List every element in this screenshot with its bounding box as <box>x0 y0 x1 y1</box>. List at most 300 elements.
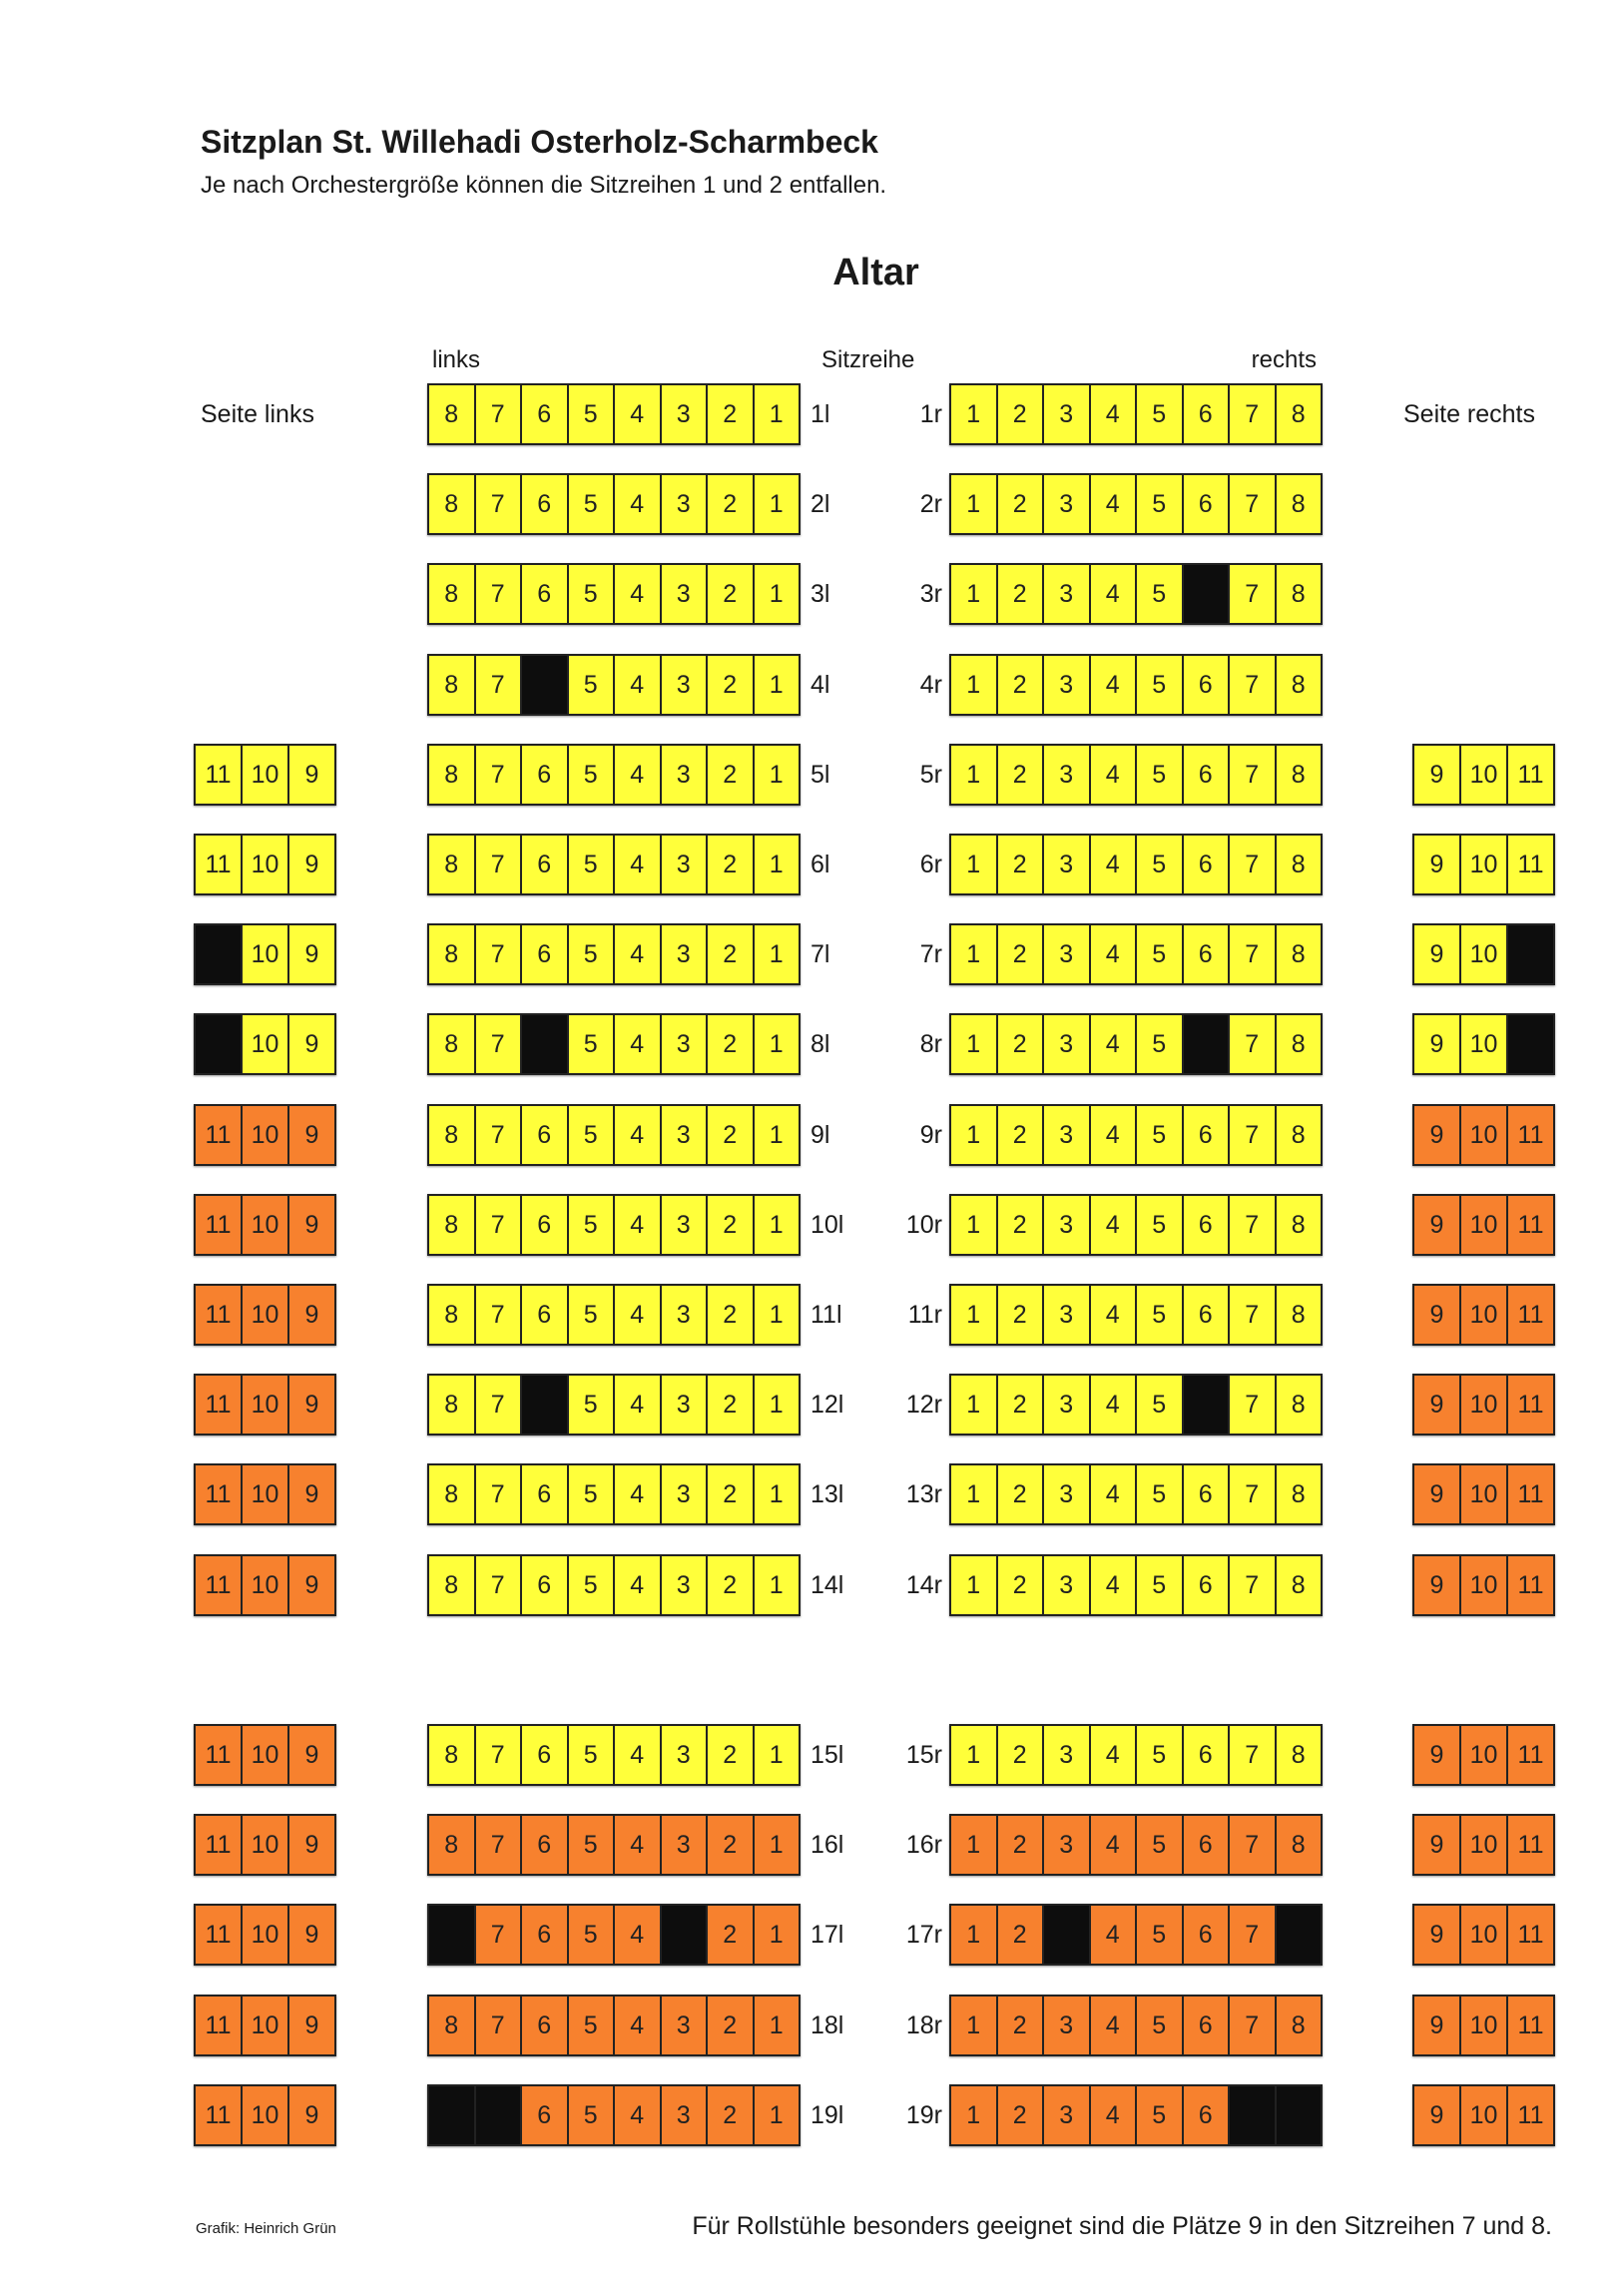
seat[interactable]: 8 <box>1277 1106 1322 1164</box>
seat[interactable]: 9 <box>289 1196 334 1254</box>
seat[interactable]: 10 <box>243 1106 289 1164</box>
seat[interactable]: 1 <box>951 1376 998 1434</box>
seat[interactable]: 11 <box>1508 746 1553 804</box>
seat[interactable]: 4 <box>615 1556 662 1614</box>
seat[interactable]: 3 <box>1044 1376 1091 1434</box>
seat[interactable]: 7 <box>1230 385 1277 443</box>
seat[interactable]: 3 <box>662 1816 709 1874</box>
seat[interactable]: 4 <box>1091 836 1138 893</box>
seat[interactable]: 3 <box>662 475 709 533</box>
seat[interactable]: 5 <box>569 565 616 623</box>
seat[interactable]: 5 <box>569 1015 616 1073</box>
seat[interactable]: 9 <box>289 1106 334 1164</box>
seat[interactable]: 5 <box>1137 925 1184 983</box>
seat[interactable]: 2 <box>998 1906 1045 1964</box>
seat[interactable]: 5 <box>1137 1376 1184 1434</box>
seat[interactable]: 1 <box>951 1106 998 1164</box>
seat[interactable]: 10 <box>1461 1196 1508 1254</box>
seat[interactable]: 7 <box>1230 1465 1277 1523</box>
seat[interactable]: 4 <box>615 1906 662 1964</box>
seat[interactable]: 11 <box>196 836 243 893</box>
seat[interactable]: 7 <box>476 925 523 983</box>
seat[interactable]: 3 <box>1044 836 1091 893</box>
seat[interactable]: 9 <box>289 746 334 804</box>
seat[interactable]: 5 <box>569 925 616 983</box>
seat[interactable]: 10 <box>243 1376 289 1434</box>
seat[interactable]: 4 <box>615 925 662 983</box>
seat[interactable]: 8 <box>1277 1556 1322 1614</box>
seat[interactable]: 1 <box>755 925 800 983</box>
seat[interactable]: 11 <box>196 1997 243 2054</box>
seat[interactable]: 3 <box>1044 385 1091 443</box>
seat[interactable]: 11 <box>1508 1816 1553 1874</box>
seat[interactable]: 5 <box>569 1196 616 1254</box>
seat[interactable]: 8 <box>429 385 476 443</box>
seat[interactable]: 8 <box>429 1465 476 1523</box>
seat[interactable]: 7 <box>476 1556 523 1614</box>
seat[interactable]: 11 <box>1508 1106 1553 1164</box>
seat[interactable]: 4 <box>1091 1376 1138 1434</box>
seat[interactable]: 9 <box>1414 1816 1461 1874</box>
seat[interactable]: 7 <box>1230 565 1277 623</box>
seat[interactable]: 5 <box>569 1106 616 1164</box>
seat[interactable]: 10 <box>1461 1906 1508 1964</box>
seat[interactable]: 5 <box>569 746 616 804</box>
seat[interactable]: 3 <box>662 1106 709 1164</box>
seat[interactable]: 9 <box>1414 1997 1461 2054</box>
seat[interactable]: 7 <box>1230 656 1277 714</box>
seat[interactable]: 10 <box>243 1906 289 1964</box>
seat[interactable]: 11 <box>196 1196 243 1254</box>
seat[interactable]: 11 <box>1508 1286 1553 1344</box>
seat[interactable]: 2 <box>708 1106 755 1164</box>
seat[interactable]: 10 <box>1461 1556 1508 1614</box>
seat[interactable]: 6 <box>522 475 569 533</box>
seat[interactable]: 6 <box>522 1286 569 1344</box>
seat[interactable]: 5 <box>569 1556 616 1614</box>
seat[interactable]: 4 <box>615 1816 662 1874</box>
seat[interactable]: 9 <box>1414 1376 1461 1434</box>
seat[interactable]: 5 <box>569 1376 616 1434</box>
seat[interactable]: 7 <box>1230 1816 1277 1874</box>
seat[interactable]: 3 <box>662 385 709 443</box>
seat[interactable]: 9 <box>289 1015 334 1073</box>
seat[interactable]: 3 <box>1044 1816 1091 1874</box>
seat[interactable]: 9 <box>1414 1015 1461 1073</box>
seat[interactable]: 4 <box>615 2086 662 2144</box>
seat[interactable]: 6 <box>522 2086 569 2144</box>
seat[interactable]: 5 <box>569 1286 616 1344</box>
seat[interactable]: 4 <box>1091 925 1138 983</box>
seat[interactable]: 8 <box>1277 1816 1322 1874</box>
seat[interactable]: 5 <box>569 475 616 533</box>
seat[interactable]: 6 <box>1184 2086 1231 2144</box>
seat[interactable]: 11 <box>1508 1196 1553 1254</box>
seat[interactable]: 7 <box>1230 1196 1277 1254</box>
seat[interactable]: 8 <box>429 1015 476 1073</box>
seat[interactable]: 2 <box>708 475 755 533</box>
seat[interactable]: 11 <box>1508 2086 1553 2144</box>
seat[interactable]: 6 <box>522 746 569 804</box>
seat[interactable]: 2 <box>708 1726 755 1784</box>
seat[interactable]: 3 <box>1044 565 1091 623</box>
seat[interactable]: 5 <box>1137 1286 1184 1344</box>
seat[interactable]: 8 <box>1277 475 1322 533</box>
seat[interactable]: 2 <box>998 1106 1045 1164</box>
seat[interactable]: 7 <box>476 475 523 533</box>
seat[interactable]: 8 <box>429 1376 476 1434</box>
seat[interactable]: 1 <box>951 746 998 804</box>
seat[interactable]: 1 <box>951 1816 998 1874</box>
seat[interactable]: 8 <box>429 1997 476 2054</box>
seat[interactable]: 7 <box>1230 1376 1277 1434</box>
seat[interactable]: 6 <box>1184 1196 1231 1254</box>
seat[interactable]: 1 <box>755 1816 800 1874</box>
seat[interactable]: 2 <box>708 1196 755 1254</box>
seat[interactable]: 5 <box>569 1906 616 1964</box>
seat[interactable]: 10 <box>1461 1286 1508 1344</box>
seat[interactable]: 4 <box>1091 1726 1138 1784</box>
seat[interactable]: 6 <box>1184 1106 1231 1164</box>
seat[interactable]: 1 <box>755 1015 800 1073</box>
seat[interactable]: 2 <box>998 475 1045 533</box>
seat[interactable]: 11 <box>196 1286 243 1344</box>
seat[interactable]: 4 <box>615 746 662 804</box>
seat[interactable]: 4 <box>1091 1556 1138 1614</box>
seat[interactable]: 1 <box>951 1465 998 1523</box>
seat[interactable]: 6 <box>522 565 569 623</box>
seat[interactable]: 1 <box>755 385 800 443</box>
seat[interactable]: 4 <box>615 836 662 893</box>
seat[interactable]: 8 <box>1277 925 1322 983</box>
seat[interactable]: 1 <box>755 1726 800 1784</box>
seat[interactable]: 8 <box>1277 565 1322 623</box>
seat[interactable]: 5 <box>569 2086 616 2144</box>
seat[interactable]: 10 <box>1461 836 1508 893</box>
seat[interactable]: 6 <box>522 385 569 443</box>
seat[interactable]: 3 <box>662 1997 709 2054</box>
seat[interactable]: 10 <box>243 1816 289 1874</box>
seat[interactable]: 2 <box>998 385 1045 443</box>
seat[interactable]: 1 <box>951 1556 998 1614</box>
seat[interactable]: 8 <box>429 656 476 714</box>
seat[interactable]: 10 <box>1461 1015 1508 1073</box>
seat[interactable]: 10 <box>243 1556 289 1614</box>
seat[interactable]: 6 <box>522 1465 569 1523</box>
seat[interactable]: 11 <box>1508 1906 1553 1964</box>
seat[interactable]: 7 <box>476 656 523 714</box>
seat[interactable]: 3 <box>662 1465 709 1523</box>
seat[interactable]: 10 <box>243 1465 289 1523</box>
seat[interactable]: 3 <box>1044 1997 1091 2054</box>
seat[interactable]: 9 <box>289 1997 334 2054</box>
seat[interactable]: 1 <box>951 475 998 533</box>
seat[interactable]: 7 <box>1230 1726 1277 1784</box>
seat[interactable]: 8 <box>1277 1465 1322 1523</box>
seat[interactable]: 11 <box>1508 1997 1553 2054</box>
seat[interactable]: 5 <box>569 1816 616 1874</box>
seat[interactable]: 2 <box>998 1556 1045 1614</box>
seat[interactable]: 6 <box>522 1906 569 1964</box>
seat[interactable]: 6 <box>522 1997 569 2054</box>
seat[interactable]: 7 <box>476 746 523 804</box>
seat[interactable]: 6 <box>522 836 569 893</box>
seat[interactable]: 11 <box>1508 1376 1553 1434</box>
seat[interactable]: 9 <box>289 925 334 983</box>
seat[interactable]: 9 <box>289 836 334 893</box>
seat[interactable]: 7 <box>476 1286 523 1344</box>
seat[interactable]: 2 <box>998 656 1045 714</box>
seat[interactable]: 9 <box>289 1726 334 1784</box>
seat[interactable]: 7 <box>476 1906 523 1964</box>
seat[interactable]: 10 <box>1461 1816 1508 1874</box>
seat[interactable]: 8 <box>1277 1196 1322 1254</box>
seat[interactable]: 8 <box>1277 1286 1322 1344</box>
seat[interactable]: 10 <box>243 2086 289 2144</box>
seat[interactable]: 5 <box>1137 1106 1184 1164</box>
seat[interactable]: 2 <box>998 1726 1045 1784</box>
seat[interactable]: 7 <box>476 1465 523 1523</box>
seat[interactable]: 7 <box>476 1106 523 1164</box>
seat[interactable]: 1 <box>951 565 998 623</box>
seat[interactable]: 3 <box>1044 1556 1091 1614</box>
seat[interactable]: 3 <box>1044 1106 1091 1164</box>
seat[interactable]: 5 <box>1137 1997 1184 2054</box>
seat[interactable]: 9 <box>1414 1556 1461 1614</box>
seat[interactable]: 7 <box>476 1015 523 1073</box>
seat[interactable]: 8 <box>429 1286 476 1344</box>
seat[interactable]: 5 <box>1137 656 1184 714</box>
seat[interactable]: 5 <box>1137 836 1184 893</box>
seat[interactable]: 1 <box>755 1106 800 1164</box>
seat[interactable]: 1 <box>951 1015 998 1073</box>
seat[interactable]: 3 <box>1044 2086 1091 2144</box>
seat[interactable]: 5 <box>569 1726 616 1784</box>
seat[interactable]: 5 <box>1137 385 1184 443</box>
seat[interactable]: 2 <box>708 836 755 893</box>
seat[interactable]: 7 <box>476 836 523 893</box>
seat[interactable]: 2 <box>708 1906 755 1964</box>
seat[interactable]: 8 <box>1277 1015 1322 1073</box>
seat[interactable]: 10 <box>243 1015 289 1073</box>
seat[interactable]: 4 <box>1091 1015 1138 1073</box>
seat[interactable]: 5 <box>569 385 616 443</box>
seat[interactable]: 4 <box>1091 385 1138 443</box>
seat[interactable]: 11 <box>1508 1726 1553 1784</box>
seat[interactable]: 3 <box>1044 1286 1091 1344</box>
seat[interactable]: 9 <box>1414 746 1461 804</box>
seat[interactable]: 1 <box>755 1196 800 1254</box>
seat[interactable]: 1 <box>755 1556 800 1614</box>
seat[interactable]: 6 <box>1184 1906 1231 1964</box>
seat[interactable]: 10 <box>243 1286 289 1344</box>
seat[interactable]: 2 <box>708 656 755 714</box>
seat[interactable]: 6 <box>1184 746 1231 804</box>
seat[interactable]: 10 <box>243 836 289 893</box>
seat[interactable]: 2 <box>998 1376 1045 1434</box>
seat[interactable]: 5 <box>1137 1556 1184 1614</box>
seat[interactable]: 3 <box>662 1376 709 1434</box>
seat[interactable]: 9 <box>289 1556 334 1614</box>
seat[interactable]: 4 <box>615 1726 662 1784</box>
seat[interactable]: 1 <box>951 1196 998 1254</box>
seat[interactable]: 11 <box>1508 1465 1553 1523</box>
seat[interactable]: 8 <box>1277 385 1322 443</box>
seat[interactable]: 10 <box>243 925 289 983</box>
seat[interactable]: 10 <box>1461 746 1508 804</box>
seat[interactable]: 5 <box>1137 1726 1184 1784</box>
seat[interactable]: 2 <box>708 1376 755 1434</box>
seat[interactable]: 2 <box>708 1286 755 1344</box>
seat[interactable]: 2 <box>998 1997 1045 2054</box>
seat[interactable]: 4 <box>1091 1465 1138 1523</box>
seat[interactable]: 6 <box>1184 1465 1231 1523</box>
seat[interactable]: 4 <box>1091 2086 1138 2144</box>
seat[interactable]: 11 <box>196 1906 243 1964</box>
seat[interactable]: 5 <box>1137 1465 1184 1523</box>
seat[interactable]: 5 <box>1137 1816 1184 1874</box>
seat[interactable]: 3 <box>662 1015 709 1073</box>
seat[interactable]: 11 <box>196 1106 243 1164</box>
seat[interactable]: 9 <box>1414 836 1461 893</box>
seat[interactable]: 3 <box>662 746 709 804</box>
seat[interactable]: 2 <box>708 2086 755 2144</box>
seat[interactable]: 2 <box>708 1015 755 1073</box>
seat[interactable]: 11 <box>196 1465 243 1523</box>
seat[interactable]: 7 <box>1230 475 1277 533</box>
seat[interactable]: 10 <box>243 1997 289 2054</box>
seat[interactable]: 2 <box>998 1465 1045 1523</box>
seat[interactable]: 4 <box>615 1196 662 1254</box>
seat[interactable]: 5 <box>1137 475 1184 533</box>
seat[interactable]: 2 <box>998 1816 1045 1874</box>
seat[interactable]: 8 <box>429 836 476 893</box>
seat[interactable]: 8 <box>429 746 476 804</box>
seat[interactable]: 3 <box>1044 1015 1091 1073</box>
seat[interactable]: 11 <box>196 1726 243 1784</box>
seat[interactable]: 4 <box>615 1465 662 1523</box>
seat[interactable]: 8 <box>429 1196 476 1254</box>
seat[interactable]: 6 <box>1184 836 1231 893</box>
seat[interactable]: 7 <box>1230 1015 1277 1073</box>
seat[interactable]: 2 <box>708 1816 755 1874</box>
seat[interactable]: 6 <box>1184 1286 1231 1344</box>
seat[interactable]: 10 <box>243 1726 289 1784</box>
seat[interactable]: 2 <box>708 925 755 983</box>
seat[interactable]: 1 <box>951 1726 998 1784</box>
seat[interactable]: 1 <box>951 1286 998 1344</box>
seat[interactable]: 1 <box>755 2086 800 2144</box>
seat[interactable]: 1 <box>951 1997 998 2054</box>
seat[interactable]: 6 <box>1184 656 1231 714</box>
seat[interactable]: 2 <box>708 565 755 623</box>
seat[interactable]: 3 <box>662 565 709 623</box>
seat[interactable]: 1 <box>755 475 800 533</box>
seat[interactable]: 6 <box>522 925 569 983</box>
seat[interactable]: 9 <box>289 1465 334 1523</box>
seat[interactable]: 8 <box>429 1556 476 1614</box>
seat[interactable]: 2 <box>708 385 755 443</box>
seat[interactable]: 9 <box>1414 1906 1461 1964</box>
seat[interactable]: 1 <box>755 565 800 623</box>
seat[interactable]: 2 <box>708 1556 755 1614</box>
seat[interactable]: 10 <box>243 1196 289 1254</box>
seat[interactable]: 11 <box>196 1556 243 1614</box>
seat[interactable]: 4 <box>615 1015 662 1073</box>
seat[interactable]: 1 <box>951 385 998 443</box>
seat[interactable]: 1 <box>755 746 800 804</box>
seat[interactable]: 11 <box>1508 1556 1553 1614</box>
seat[interactable]: 9 <box>1414 1286 1461 1344</box>
seat[interactable]: 7 <box>1230 1286 1277 1344</box>
seat[interactable]: 2 <box>998 565 1045 623</box>
seat[interactable]: 8 <box>1277 836 1322 893</box>
seat[interactable]: 7 <box>1230 1906 1277 1964</box>
seat[interactable]: 3 <box>1044 746 1091 804</box>
seat[interactable]: 9 <box>289 1906 334 1964</box>
seat[interactable]: 7 <box>1230 1106 1277 1164</box>
seat[interactable]: 1 <box>951 1906 998 1964</box>
seat[interactable]: 2 <box>708 1465 755 1523</box>
seat[interactable]: 9 <box>289 1286 334 1344</box>
seat[interactable]: 2 <box>708 1997 755 2054</box>
seat[interactable]: 11 <box>196 746 243 804</box>
seat[interactable]: 5 <box>1137 1906 1184 1964</box>
seat[interactable]: 2 <box>998 1196 1045 1254</box>
seat[interactable]: 9 <box>289 2086 334 2144</box>
seat[interactable]: 10 <box>1461 1997 1508 2054</box>
seat[interactable]: 3 <box>662 836 709 893</box>
seat[interactable]: 5 <box>569 1997 616 2054</box>
seat[interactable]: 6 <box>522 1556 569 1614</box>
seat[interactable]: 4 <box>1091 565 1138 623</box>
seat[interactable]: 2 <box>998 925 1045 983</box>
seat[interactable]: 2 <box>998 836 1045 893</box>
seat[interactable]: 3 <box>662 925 709 983</box>
seat[interactable]: 11 <box>196 1376 243 1434</box>
seat[interactable]: 3 <box>1044 475 1091 533</box>
seat[interactable]: 1 <box>951 836 998 893</box>
seat[interactable]: 1 <box>755 1376 800 1434</box>
seat[interactable]: 4 <box>1091 1816 1138 1874</box>
seat[interactable]: 5 <box>1137 2086 1184 2144</box>
seat[interactable]: 7 <box>476 1726 523 1784</box>
seat[interactable]: 7 <box>476 565 523 623</box>
seat[interactable]: 7 <box>476 1816 523 1874</box>
seat[interactable]: 8 <box>429 1726 476 1784</box>
seat[interactable]: 4 <box>1091 1286 1138 1344</box>
seat[interactable]: 7 <box>1230 1556 1277 1614</box>
seat[interactable]: 8 <box>1277 1376 1322 1434</box>
seat[interactable]: 9 <box>1414 1726 1461 1784</box>
seat[interactable]: 6 <box>1184 1726 1231 1784</box>
seat[interactable]: 8 <box>429 925 476 983</box>
seat[interactable]: 6 <box>522 1196 569 1254</box>
seat[interactable]: 4 <box>615 656 662 714</box>
seat[interactable]: 9 <box>1414 1465 1461 1523</box>
seat[interactable]: 9 <box>289 1376 334 1434</box>
seat[interactable]: 4 <box>1091 475 1138 533</box>
seat[interactable]: 4 <box>1091 656 1138 714</box>
seat[interactable]: 1 <box>951 2086 998 2144</box>
seat[interactable]: 7 <box>476 1376 523 1434</box>
seat[interactable]: 4 <box>615 565 662 623</box>
seat[interactable]: 10 <box>1461 1465 1508 1523</box>
seat[interactable]: 3 <box>662 1196 709 1254</box>
seat[interactable]: 10 <box>1461 925 1508 983</box>
seat[interactable]: 5 <box>1137 565 1184 623</box>
seat[interactable]: 5 <box>569 836 616 893</box>
